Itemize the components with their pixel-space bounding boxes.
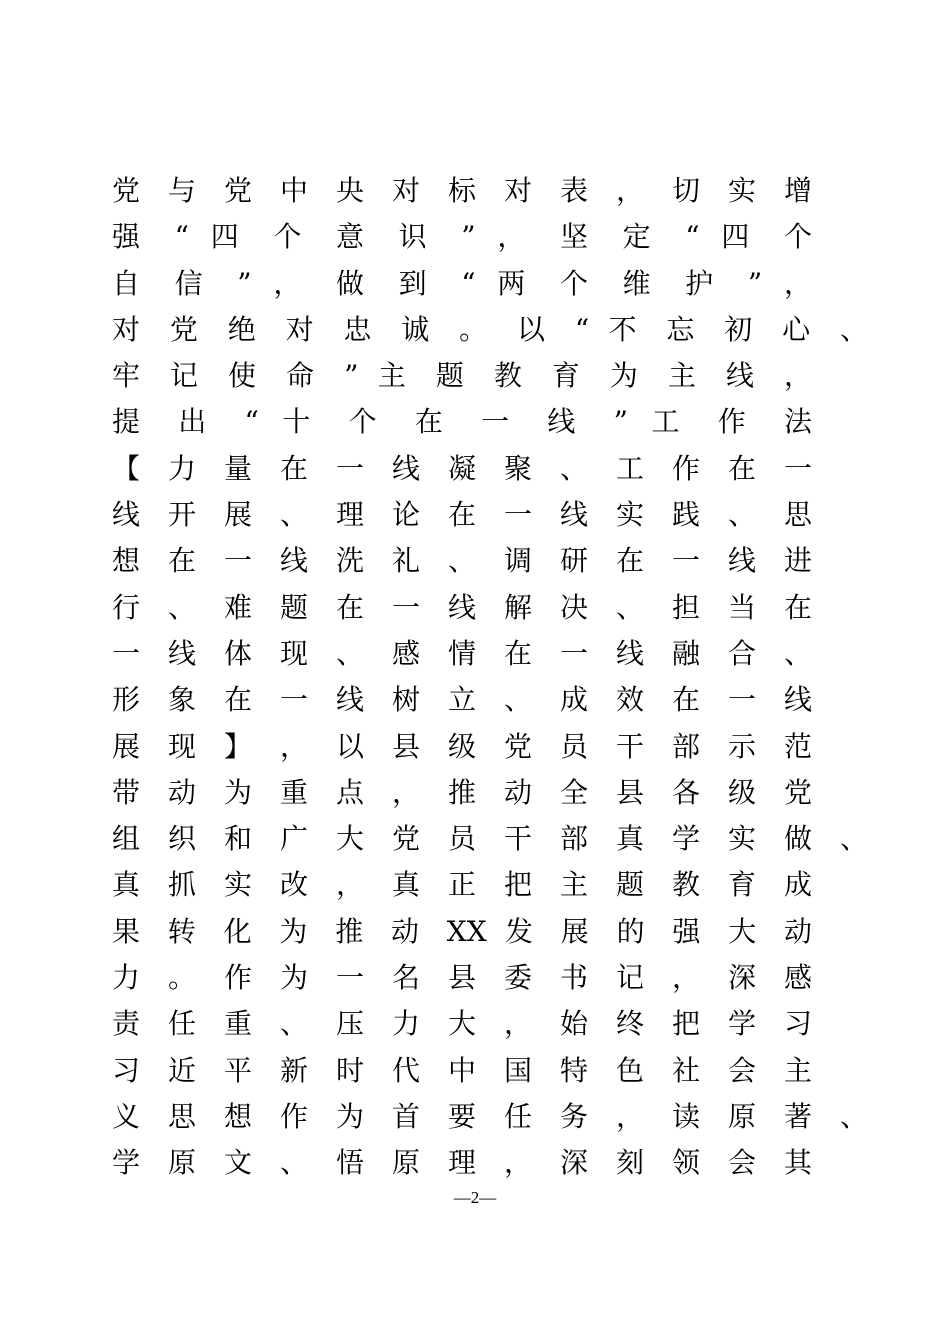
text-line-21: 义 思 想 作 为 首 要 任 务 ， 读 原 著 、: [112, 1099, 868, 1133]
text-line-14: 带 动 为 重 点 ， 推 动 全 县 各 级 党: [112, 775, 812, 809]
text-line-16: 真 抓 实 改 ， 真 正 把 主 题 教 育 成: [112, 868, 812, 902]
text-line-12: 形 象 在 一 线 树 立 、 成 效 在 一 线: [112, 683, 812, 717]
text-line-17: 果 转 化 为 推 动 XX 发 展 的 强 大 动: [112, 914, 812, 948]
text-line-13: 展 现 】 ， 以 县 级 党 员 干 部 示 范: [112, 729, 812, 763]
text-line-22: 学 原 文 、 悟 原 理 ， 深 刻 领 会 其: [112, 1146, 812, 1180]
text-line-4: 对 党 绝 对 忠 诚 。 以 “ 不 忘 初 心 、: [112, 312, 868, 346]
body-text: [112, 168, 872, 1187]
text-line-5: 牢 记 使 命 ” 主 题 教 育 为 主 线 ，: [112, 359, 812, 393]
text-line-19: 责 任 重 、 压 力 大 ， 始 终 把 学 习: [112, 1007, 812, 1041]
text-line-7: 【 力 量 在 一 线 凝 聚 、 工 作 在 一: [112, 451, 812, 485]
page-number: —2—: [453, 1188, 497, 1207]
text-line-6: 提 出 “ 十 个 在 一 线 ” 工 作 法: [112, 405, 812, 439]
text-line-8: 线 开 展 、 理 论 在 一 线 实 践 、 思: [112, 498, 812, 532]
text-line-20: 习 近 平 新 时 代 中 国 特 色 社 会 主: [112, 1053, 812, 1087]
text-line-2: 强 “ 四 个 意 识 ” ， 坚 定 “ 四 个: [112, 220, 812, 254]
text-line-1: 党 与 党 中 央 对 标 对 表 ， 切 实 增: [112, 174, 812, 207]
text-line-15: 组 织 和 广 大 党 员 干 部 真 学 实 做 、: [112, 822, 868, 856]
text-line-9: 想 在 一 线 洗 礼 、 调 研 在 一 线 进: [112, 544, 812, 578]
text-line-18: 力 。 作 为 一 名 县 委 书 记 ， 深 感: [112, 961, 812, 995]
text-line-3: 自 信 ” ， 做 到 “ 两 个 维 护 ” ，: [112, 266, 812, 300]
text-line-11: 一 线 体 现 、 感 情 在 一 线 融 合 、: [112, 636, 812, 670]
text-line-10: 行 、 难 题 在 一 线 解 决 、 担 当 在: [112, 590, 812, 624]
